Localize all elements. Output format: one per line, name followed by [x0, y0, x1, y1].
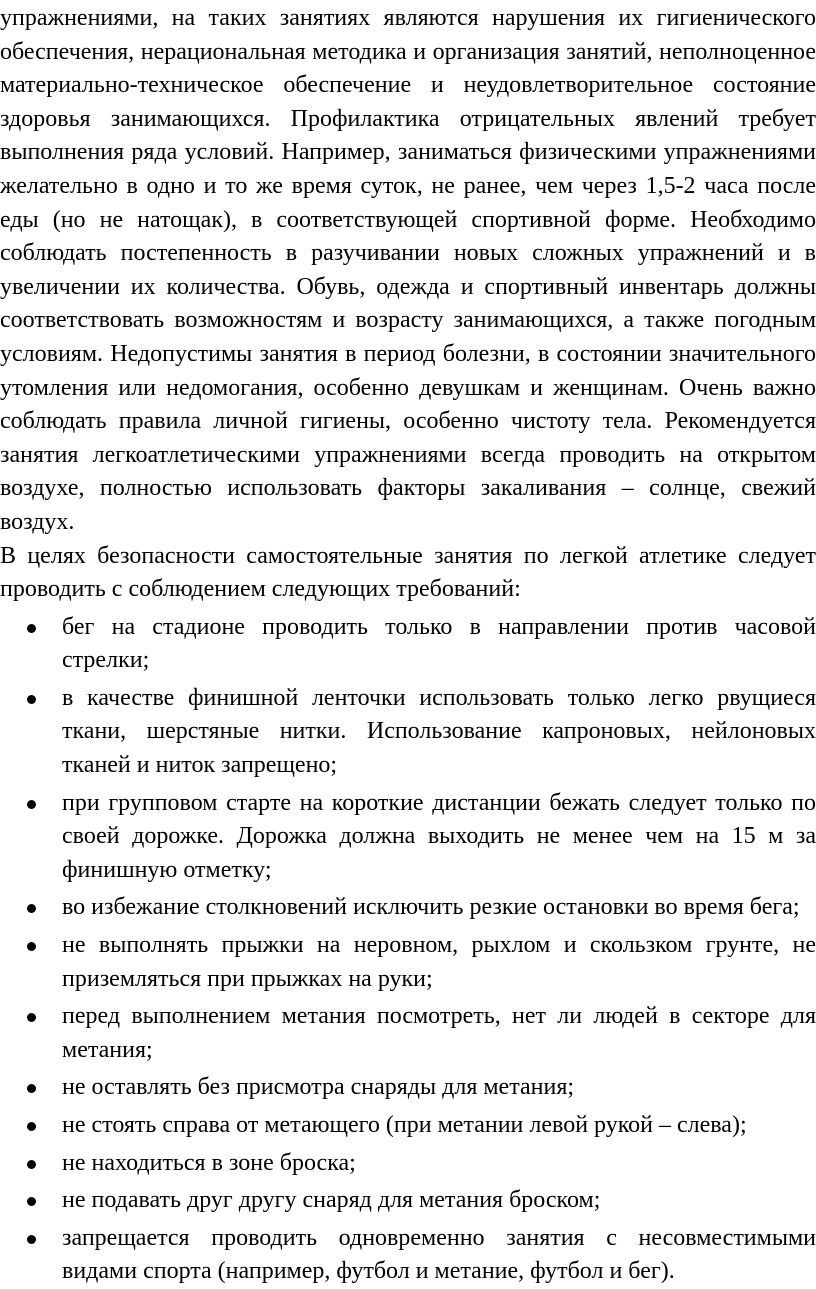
list-item — [0, 1071, 816, 1105]
list-item — [0, 1222, 816, 1289]
list-item — [0, 1109, 816, 1143]
list-item — [0, 1184, 816, 1218]
bullet-icon — [27, 624, 36, 633]
bullet-icon — [27, 1160, 36, 1169]
bullet-icon — [27, 1197, 36, 1206]
list-item — [0, 611, 816, 678]
paragraph-hygiene: упражнениями, на таких занятиях являются нарушения их гигиенического обеспечения, нерациональная методика и организация занятий, неполноценное материально-техническое обеспечение и неудовлетворительное состояние здоровья занимающихся. Профилактика отрицательных явлений требует выполнения ряда условий. Например, заниматься физическими упражнениями желательно в одно и то же время суток, не ранее, чем через 1,5-2 часа после еды (но не натощак), в соответствующей спортивной форме. Необходимо соблюдать постепенность в разучивании новых сложных упражнений и в увеличении их количества. Обувь, одежда и спортивный инвентарь должны соответствовать возможностям и возрасту занимающихся, а также погодным условиям. Недопустимы занятия в период болезни, в состоянии значительного утомления или недомогания, особенно девушкам и женщинам. Очень важно соблюдать правила личной гигиены, особенно чистоту тела. Рекомендуется занятия легкоатлетическими упражнениями всегда проводить на открытом воздухе, полностью использовать факторы закаливания – солнце, свежий воздух. — [0, 5, 816, 535]
bullet-icon — [27, 695, 36, 704]
bullet-icon — [27, 904, 36, 913]
list-item-text: запрещается проводить одновременно занятия с несовместимыми видами спорта (например, футбол и метание, футбол и бег). — [62, 1224, 816, 1285]
list-item — [0, 1147, 816, 1181]
bullet-icon — [27, 1084, 36, 1093]
bullet-icon — [27, 800, 36, 809]
safety-requirements-list — [0, 611, 816, 1289]
list-item — [0, 1000, 816, 1067]
list-item-text: не стоять справа от метающего (при метании левой рукой – слева); — [62, 1112, 747, 1138]
list-item — [0, 682, 816, 783]
list-item-text: во избежание столкновений исключить резкие остановки во время бега; — [62, 894, 800, 921]
list-item — [0, 929, 816, 996]
list-item — [0, 787, 816, 888]
bullet-icon — [27, 1122, 36, 1131]
list-item-text: в качестве финишной ленточки использовать только легко рвущиеся ткани, шерстяные нитки. Использование капроновых, нейлоновых тканей и ниток запрещено; — [62, 684, 816, 779]
bullet-icon — [27, 942, 36, 951]
list-item-text: не оставлять без присмотра снаряды для метания; — [62, 1074, 575, 1101]
list-item-text: перед выполнением метания посмотреть, нет ли людей в секторе для метания; — [62, 1003, 816, 1063]
list-item-text: бег на стадионе проводить только в направлении против часовой стрелки; — [62, 613, 816, 674]
list-item — [0, 891, 816, 925]
list-item-text: не находиться в зоне броска; — [62, 1149, 356, 1176]
bullet-icon — [27, 1235, 36, 1244]
list-item-text: при групповом старте на короткие дистанции бежать следует только по своей дорожке. Дорожка должна выходить не менее чем на 15 м за финишную отметку; — [62, 789, 816, 883]
paragraph-safety-intro: В целях безопасности самостоятельные занятия по легкой атлетике следует проводить с соблюдением следующих требований: — [0, 542, 816, 603]
list-item-text: не подавать друг другу снаряд для метания броском; — [62, 1187, 601, 1214]
list-item-text: не выполнять прыжки на неровном, рыхлом и скользком грунте, не приземляться при прыжках на руки; — [62, 932, 816, 992]
bullet-icon — [27, 1013, 36, 1022]
